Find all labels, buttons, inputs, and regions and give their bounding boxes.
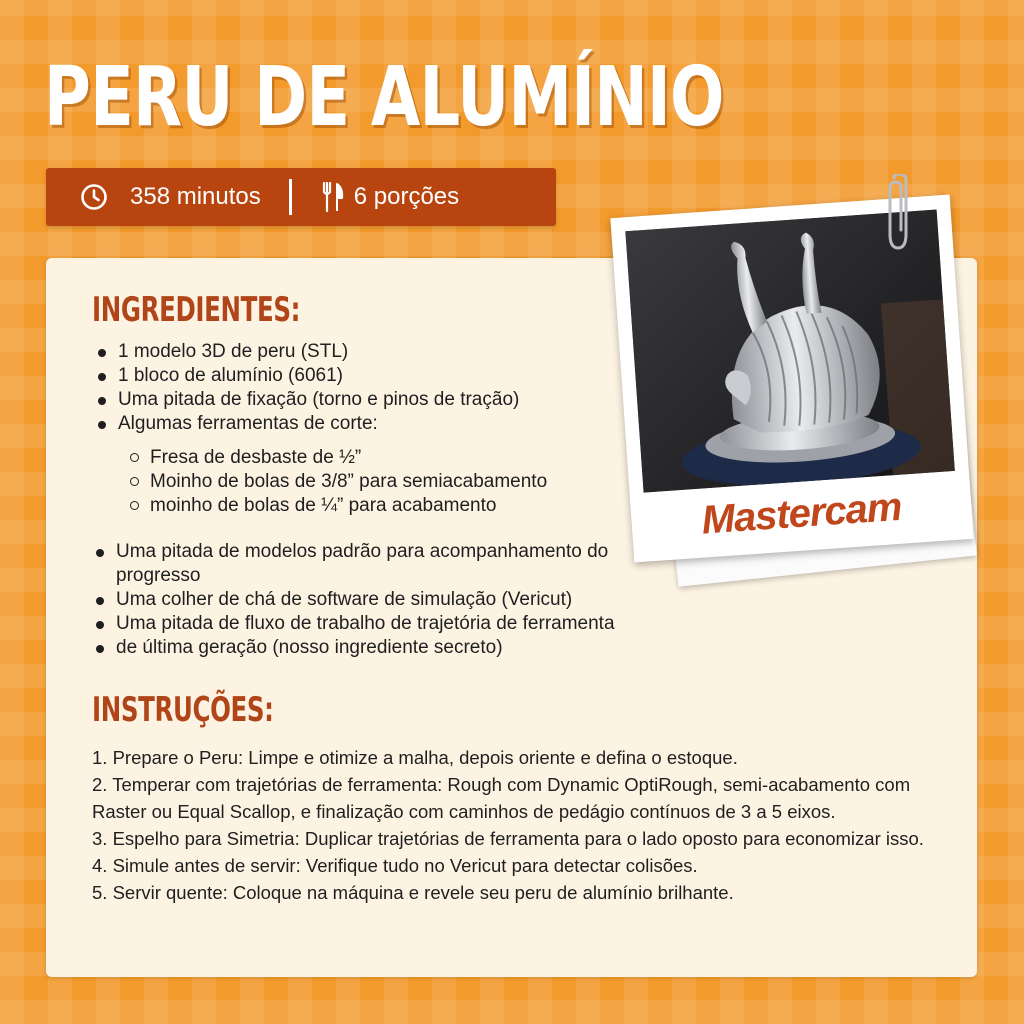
list-item: 1 modelo 3D de peru (STL)	[94, 340, 519, 364]
list-item: Algumas ferramentas de corte:	[94, 412, 519, 436]
ingredients-heading: INGREDIENTES:	[92, 290, 301, 330]
list-item: Uma pitada de fluxo de trabalho de trajetória de ferramenta	[92, 612, 652, 636]
list-item: Uma pitada de modelos padrão para acompanhamento do progresso	[92, 540, 652, 588]
list-item: Uma colher de chá de software de simulação (Vericut)	[92, 588, 652, 612]
page-title: PERU DE ALUMÍNIO	[44, 50, 724, 145]
polaroid-photo	[610, 195, 973, 563]
ingredients-list	[94, 340, 519, 436]
instruction-step: 2. Temperar com trajetórias de ferramenta: Rough com Dynamic OptiRough, semi-acabamento com Raster ou Equal Scallop, e finalização com caminhos de pedágio contínuos de 3 a 5 eixos.	[92, 774, 911, 822]
instructions-list	[92, 744, 932, 906]
cook-time: 358 minutos	[130, 183, 261, 210]
paperclip-icon	[884, 174, 914, 254]
cutting-tools-list	[128, 446, 547, 518]
instructions-heading: INSTRUÇÕES:	[92, 690, 274, 730]
list-item: Fresa de desbaste de ½”	[128, 446, 547, 470]
mastercam-logo: Mastercam	[700, 484, 903, 543]
instruction-step: 3. Espelho para Simetria: Duplicar trajetórias de ferramenta para o lado oposto para economizar isso.	[92, 828, 924, 849]
list-item: Moinho de bolas de 3/8” para semiacabamento	[128, 470, 547, 494]
servings: 6 porções	[353, 183, 460, 210]
recipe-meta-bar	[46, 168, 556, 226]
instruction-step: 4. Simule antes de servir: Verifique tudo no Vericut para detectar colisões.	[92, 855, 698, 876]
meta-divider	[289, 179, 292, 215]
instruction-step: 5. Servir quente: Coloque na máquina e revele seu peru de alumínio brilhante.	[92, 882, 734, 903]
fork-knife-icon	[322, 182, 344, 212]
instruction-step: 1. Prepare o Peru: Limpe e otimize a malha, depois oriente e defina o estoque.	[92, 747, 738, 768]
ingredients-extra-list	[92, 540, 652, 660]
list-item: moinho de bolas de ¼” para acabamento	[128, 494, 547, 518]
clock-icon	[80, 183, 108, 211]
list-item: 1 bloco de alumínio (6061)	[94, 364, 519, 388]
list-item: Uma pitada de fixação (torno e pinos de tração)	[94, 388, 519, 412]
list-item: de última geração (nosso ingrediente secreto)	[92, 636, 652, 660]
